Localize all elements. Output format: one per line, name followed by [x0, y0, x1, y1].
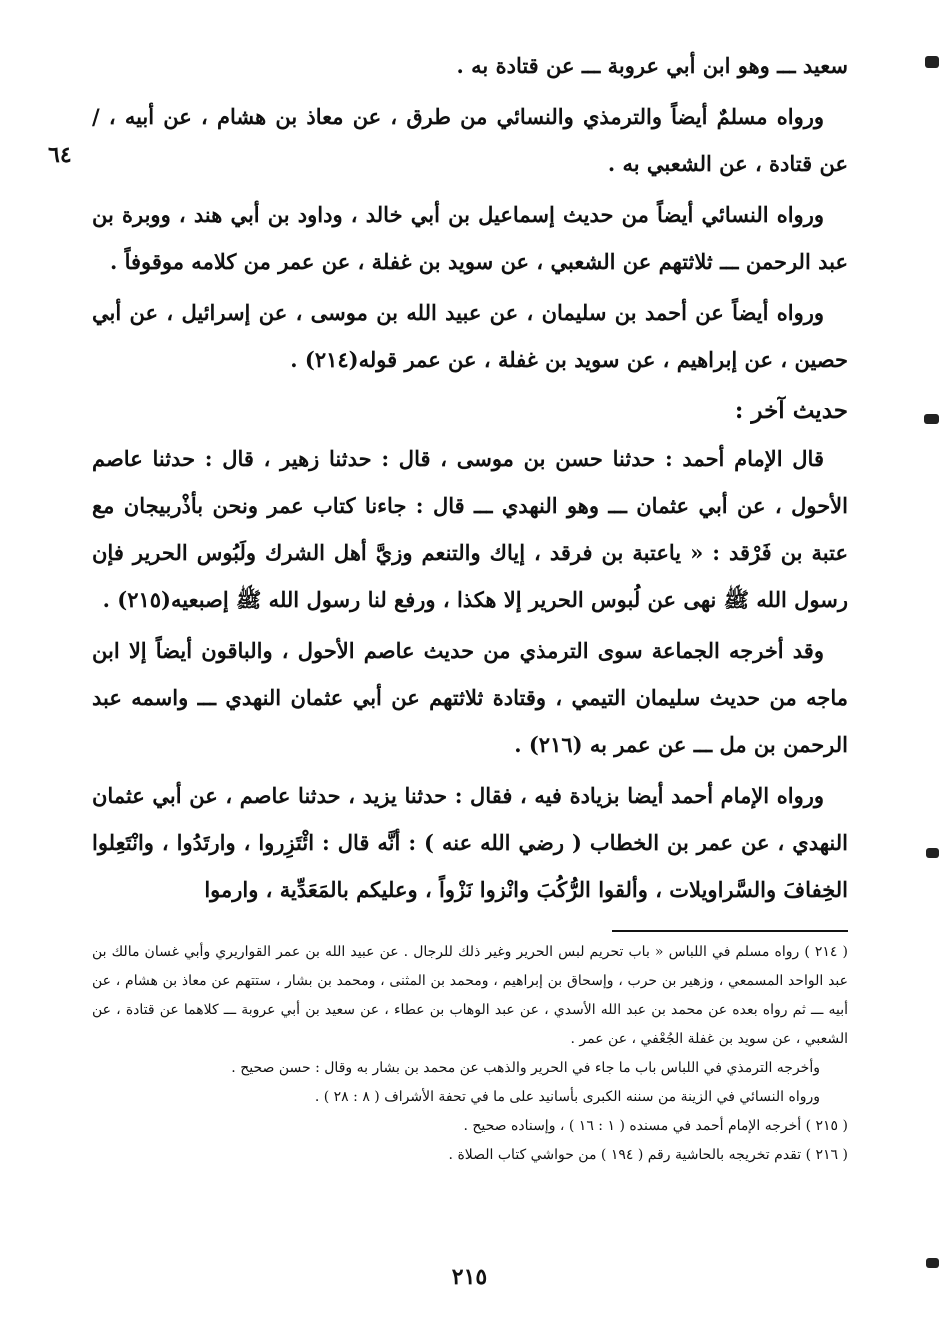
- paragraph-3: ورواه أيضاً عن أحمد بن سليمان ، عن عبيد الله بن موسى ، عن إسرائيل ، عن أبي حصين ، عن إبراهيم ، عن سويد بن غفلة ، عن عمر قوله(٢١٤) .: [92, 300, 848, 372]
- footnote-215: ( ٢١٥ ) أخرجه الإمام أحمد في مسنده ( ١ : ١٦ ) ، وإسناده صحيح .: [463, 1118, 848, 1134]
- paragraph-5: وقد أخرجه الجماعة سوى الترمذي من حديث عاصم الأحول ، والباقون أيضاً إلا ابن ماجه من حديث سليمان التيمي ، وقتادة ثلاثتهم عن أبي عثمان النهدي ـــ واسمه عبد الرحمن بن مل ـــ عن عمر به (٢١٦) .: [92, 638, 848, 757]
- footnote-214-cont-2: ورواه النسائي في الزينة من سننه الكبرى بأسانيد على ما في تحفة الأشراف ( ٨ : ٢٨ ) .: [314, 1089, 820, 1105]
- footnote-216: ( ٢١٦ ) تقدم تخريجه بالحاشية رقم ( ١٩٤ ) من حواشي كتاب الصلاة .: [448, 1147, 848, 1163]
- footnote-214-cont-1: وأخرجه الترمذي في اللباس باب ما جاء في الحرير والذهب عن محمد بن بشار به وقال : حسن صحيح .: [231, 1060, 820, 1076]
- main-text: [92, 42, 848, 917]
- scan-mark-bottom: [926, 1258, 939, 1268]
- footnote-divider: [612, 930, 848, 932]
- margin-page-number: ٦٤: [48, 142, 72, 168]
- paragraph-1: ورواه مسلمٌ أيضاً والترمذي والنسائي من طرق ، عن معاذ بن هشام ، عن أبيه ، / عن قتادة ، عن الشعبي به .: [92, 104, 848, 176]
- scan-mark-lower: [926, 848, 939, 858]
- scan-mark-middle: [924, 414, 939, 424]
- footnote-214: ( ٢١٤ ) رواه مسلم في اللباس « باب تحريم لبس الحرير وغير ذلك للرجال . عن عبيد الله بن عمر القواريري وأبي غسان مالك بن عبد الواحد المسمعي ، وزهير بن حرب ، وإسحاق بن إبراهيم ، ومحمد بن المثنى ، ومحمد بن بشار ، ستتهم عن معاذ بن هشام ، عن أبيه ـــ ثم رواه بعده عن محمد بن عبد الله الأسدي ، عن عبد الوهاب بن عطاء ، عن سعيد بن أبي عروبة ـــ كلاهما عن قتادة ، عن الشعبي ، عن سويد بن غفلة الجُعْفي ، عن عمر .: [92, 944, 848, 1047]
- paragraph-6: ورواه الإمام أحمد أيضا بزيادة فيه ، فقال : حدثنا يزيد ، حدثنا عاصم ، عن أبي عثمان النهدي ، عن عمر بن الخطاب ( رضي الله عنه ) : أنَّه قال : ائْتَزِروا ، وارتَدُوا ، وانْتَعِلوا الخِفافَ والسَّراويلات ، وألقوا الرُّكُبَ وانْزوا نَزْواً ، وعليكم بالمَعَدِّية ، وارموا: [92, 783, 848, 902]
- continuation-line: سعيد ـــ وهو ابن أبي عروبة ـــ عن قتادة به .: [456, 53, 848, 78]
- page-number: ٢١٥: [451, 1264, 488, 1290]
- paragraph-4: قال الإمام أحمد : حدثنا حسن بن موسى ، قال : حدثنا زهير ، قال : حدثنا عاصم الأحول ، عن أبي عثمان ـــ وهو النهدي ـــ قال : جاءنا كتاب عمر ونحن بأذْربيجان مع عتبة بن فَرْقد : « ياعتبة بن فرقد ، إياك والتنعم وزيَّ أهل الشرك ولَبُوس الحرير فإن رسول الله ﷺ نهى عن لُبوس الحرير إلا هكذا ، ورفع لنا رسول الله ﷺ إصبعيه(٢١٥) .: [92, 446, 848, 612]
- paragraph-2: ورواه النسائي أيضاً من حديث إسماعيل بن أبي خالد ، وداود بن أبي هند ، ووبرة بن عبد الرحمن ـــ ثلاثتهم عن الشعبي ، عن سويد بن غفلة ، عن عمر من كلامه موقوفاً .: [92, 202, 848, 274]
- section-heading: حديث آخر :: [734, 397, 848, 424]
- footnotes: [92, 938, 848, 1170]
- scan-mark-top: [925, 56, 939, 68]
